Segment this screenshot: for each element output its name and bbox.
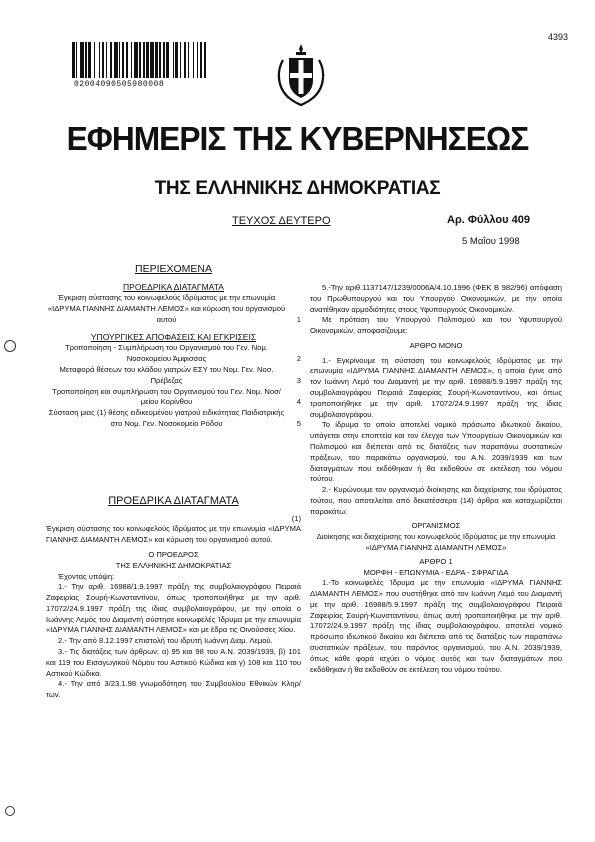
toc-item[interactable]: Μεταφορά θέσεων του κλάδου γιατρών ΕΣΥ του Νομ. Γεν. Νοσ. Πρέβεζας 3	[59, 364, 301, 385]
section-heading: ΠΡΟΕΔΡΙΚΑ ΔΙΑΤΑΓΜΑΤΑ	[108, 495, 239, 507]
issue-type: ΤΕΥΧΟΣ ΔΕΥΤΕΡΟ	[232, 215, 331, 227]
page-subtitle: ΤΗΣ ΕΛΛΗΝΙΚΗΣ ΔΗΜΟΚΡΑΤΙΑΣ	[154, 178, 441, 199]
toc-heading: ΠΕΡΙΕΧΟΜΕΝΑ	[134, 263, 213, 275]
paragraph: 1.- Εγκρίνουμε τη σύσταση του κοινωφελούς Ιδρύματος με την επωνυμία «ΙΔΡΥΜΑ ΓΙΑΝΝΗΣ ΔΙΑΜΑΝΤΗ ΛΕΜΟΣ», η οποία έγινε από τον Ιωάννη Λεμό του Διαμαντή με την αριθ. 16988/5.9.1997 πράξη της συμβολαιογράφου Πειραιά Ζαφειρίας Σουρή-Κωνσταντίνου, και όπως τροποποιήθηκε με την αριθ. 17072/24.9.1997 πράξη της ίδιας συμβολαιογράφου.	[310, 355, 562, 419]
organisation-heading: ΟΡΓΑΝΙΣΜΟΣ	[411, 521, 461, 531]
paragraph: 4.- Την από 3/23.1.98 γνωμοδότηση του Συμβουλίου Εθνικών Κληρ/των.	[46, 679, 301, 700]
toc-item[interactable]: Έγκριση σύστασης του κοινωφελούς Ιδρύματος με την επωνυμία «ΙΔΡΥΜΑ ΓΙΑΝΝΗΣ ΔΙΑΜΑΝΤΗ ΛΕΜΟΣ» και κύρωση του οργανισμού αυτού 1	[47, 292, 301, 324]
punch-hole	[4, 340, 16, 352]
left-body	[46, 494, 301, 701]
paragraph: 3.- Τις διατάξεις των άρθρων: α) 95 και 98 του Α.Ν. 2039/1939, β) 101 και 119 του Εισαγωγικού Νόμου του Αστικού Κώδικα και γ) 108 και 110 του Αστικού Κώδικα.	[46, 646, 301, 678]
organisation-subheading: Διοίκησης και διαχείρισης του κοινωφελούς Ιδρύματος με την επωνυμία «ΙΔΡΥΜΑ ΓΙΑΝΝΗΣ ΔΙΑΜΑΝΤΗ ΛΕΜΟΣ»	[316, 532, 556, 552]
paragraph: 2.- Κυρώνουμε τον οργανισμό διοίκησης και διαχείρισης του ιδρύματος τούτου, που αποτελείται από δεκατέσσερα (14) άρθρα και καταχωρίζεται παρακάτω:	[310, 485, 562, 516]
paragraph: Το ίδρυμα το οποίο αποτελεί νομικό πρόσωπο ιδιωτικού δικαίου, υπάγεται στην εποπτεία και τον έλεγχο των Υπουργείων Οικονομικών και Πολιτισμού και διέπεται από τις διατάξεις των παραπάνω συστατικών πράξεων, του παρακάτω οργανισμού, του Α.Ν. 2039/1939 και των διαταγμάτων που εκδόθηκαν ή θα εκδοθούν σε εκτέλεση του νόμου τούτου.	[310, 420, 562, 484]
paragraph: 2.- Την από 8.12.1997 επιστολή του ιδρυτή Ιωάννη Διαμ. Λεμού.	[58, 636, 273, 646]
issue-date: 5 Μαΐου 1998	[462, 236, 520, 247]
toc-item[interactable]: Σύσταση μιας (1) θέσης ειδικευμένου γιατρού ειδικότητας Παιδιατρικής στο Νομ. Γεν. Νοσοκομείο Ρόδου 5	[48, 408, 301, 428]
toc-section-ministerial: ΥΠΟΥΡΓΙΚΕΣ ΑΠΟΦΑΣΕΙΣ ΚΑΙ ΕΓΚΡΙΣΕΙΣ	[90, 332, 257, 343]
decree-intro: Έγκριση σύστασης του κοινωφελούς Ιδρύματος με την επωνυμία «ΙΔΡΥΜΑ ΓΙΑΝΝΗΣ ΔΙΑΜΑΝΤΗ ΛΕΜΟΣ» και κύρωση του οργανισμού αυτού.	[46, 524, 301, 545]
having-regard: Έχοντας υπόψη:	[58, 571, 115, 581]
president-title: Ο ΠΡΟΕΔΡΟΣ	[148, 549, 199, 559]
president-subtitle: ΤΗΣ ΕΛΛΗΝΙΚΗΣ ΔΗΜΟΚΡΑΤΙΑΣ	[115, 560, 232, 570]
toc-item[interactable]: Τροποποίηση και συμπλήρωση του Οργανισμού του Γεν. Νομ. Νοσ/μείου Κορίνθου 4	[52, 386, 301, 407]
toc-section-decrees: ΠΡΟΕΔΡΙΚΑ ΔΙΑΤΑΓΜΑΤΑ	[123, 281, 224, 292]
barcode	[72, 42, 208, 78]
punch-hole	[5, 806, 15, 816]
barcode-number: 02004090505980008	[74, 80, 165, 89]
toc-item[interactable]: Τροποποίηση - Συμπλήρωση του Οργανισμού του Γεν. Νομ. Νοσοκομείου Άμφισσας 2	[65, 343, 301, 364]
page-number: 4393	[548, 32, 569, 42]
decree-number: (1)	[291, 513, 301, 523]
table-of-contents	[46, 262, 301, 430]
page-title: ΕΦΗΜΕΡΙΣ ΤΗΣ ΚΥΒΕΡΝΗΣΕΩΣ	[66, 120, 529, 157]
coat-of-arms-icon	[273, 40, 329, 108]
sheet-number: Αρ. Φύλλου 409	[447, 214, 530, 226]
paragraph: 1.-Το κοινωφελές Ίδρυμα με την επωνυμία «ΙΔΡΥΜΑ ΓΙΑΝΝΗΣ ΔΙΑΜΑΝΤΗ ΛΕΜΟΣ» που συστήθηκε από τον Ιωάννη Λεμό του Διαμαντή με την αριθ. 16988/5.9.1997 πράξη της συμβολαιογράφου Πειραιά Ζαφειρίας Σουρή-Κωνσταντίνου, όπως αυτή τροποποιήθηκε με την αριθ. 17072/24.9.1997 πράξη της ίδιας συμβολαιογράφου, αποτελεί νομικό πρόσωπο ιδιωτικού δικαίου και διέπεται από τις διατάξεις των παραπάνω συστατικών πράξεων, του παρόντος οργανισμού, του Α.Ν. 2039/1939, όπως κάθε φορά ισχύει ο νόμος αυτός και των διαταγμάτων που εκδόθηκαν ή θα εκδοθούν σε εκτέλεση του νόμου τούτου.	[310, 578, 562, 674]
article-title: ΜΟΡΦΗ - ΕΠΩΝΥΜΙΑ - ΕΔΡΑ - ΣΦΡΑΓΙΔΑ	[363, 567, 509, 577]
right-body	[310, 283, 562, 675]
article-heading: ΑΡΘΡΟ ΜΟΝΟ	[409, 340, 463, 350]
paragraph: Με πρόταση του Υπουργού Πολιτισμού και του Υφυπουργού Οικονομικών, αποφασίζουμε:	[310, 315, 562, 336]
paragraph: 5.-Την αριθ.1137147/1239/0006Α/4.10.1996 (ΦΕΚ Β 982/96) απόφαση του Πρωθυπουργού και του Υπουργού Οικονομικών, με την οποία ανατέθηκαν αρμοδιότητες στους Υφυπουργούς Οικονομικών.	[310, 283, 562, 314]
paragraph: 1.- Την αριθ. 16988/1.9.1997 πράξη της συμβολαιογράφου Πειραιά Ζαφειρίας Σουρή-Κωνσταντίνου, όπως τροποποιήθηκε με την αριθ. 17072/24.9.1997 πράξη της ίδιας συμβολαιογράφου, με την οποία ο Ιωάννης Λεμός του Διαμαντή σύστησε κοινωφελές Ίδρυμα με την επωνυμία «ΙΔΡΥΜΑ ΓΙΑΝΝΗΣ ΔΙΑΜΑΝΤΗ ΛΕΜΟΣ» και με έδρα τις Οινούσσες Χίου.	[46, 582, 301, 635]
article-heading: ΑΡΘΡΟ 1	[419, 556, 453, 566]
